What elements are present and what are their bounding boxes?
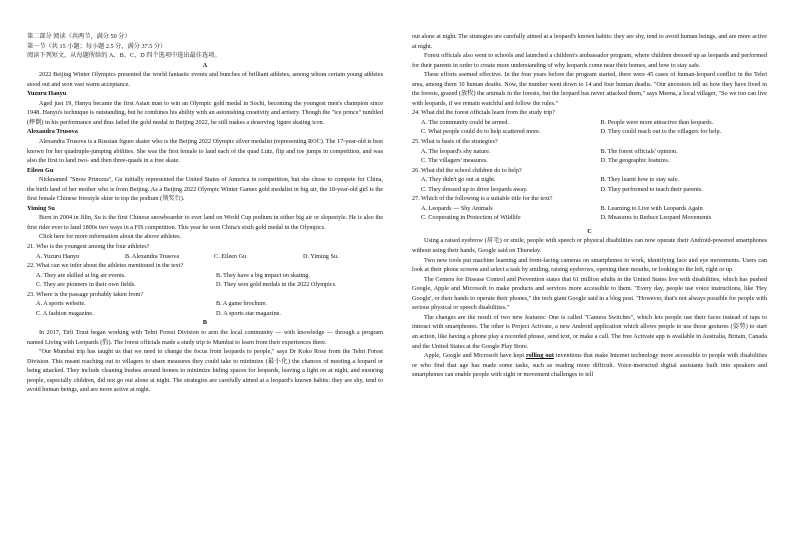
answer-option[interactable]: C. Cooperating in Protection of Wildlife	[421, 214, 521, 222]
passage-a-letter: A	[202, 61, 208, 69]
passage-c-paragraph	[412, 351, 767, 380]
question-stem: 25. What is basis of the strategies?	[412, 138, 498, 146]
answer-options	[412, 175, 767, 194]
athlete-text: Aged just 19, Hanyu became the first Asian man to win an Olympic gold medal in Sochi, becoming the youngest men's champion since 1948. Hanyu's technique is outstanding, but he combines his ability with an astonishing creativity and artistry. Though the "ice prince" tumbled (摔倒) in his performance and thus failed the gold medal in Beijing 2022, he still makes a deserving figure skating icon.	[27, 99, 383, 126]
right-column	[412, 32, 767, 380]
answer-option[interactable]: A. They are skilled at big air events.	[36, 271, 126, 279]
answer-option[interactable]: D. Yiming Su.	[303, 252, 339, 260]
passage-b-paragraph: Forest officials also went to schools and launched a children's ambassador program, where children dressed up as leopards and performed for their parents in order to create more understanding of why leopards come near their homes, and how to stay safe.	[412, 52, 767, 69]
answer-option[interactable]: C. What people could do to help scattered more.	[421, 128, 541, 136]
passage-b-letter: B	[202, 319, 208, 327]
text-run: inventions that make Internet technology more accessible to people with disabilities or who find that age has made some tasks, such as reading more difficult. Voice-instructed digital assistants built into speakers and smartphones can enable people with sight or movement challenges to tell	[412, 352, 767, 379]
passage-b-paragraph-tail: out alone at night. The strategies are carefully aimed at a leopard's known habits: they are shy, tend to avoid human beings, and are more active at night.	[412, 33, 767, 50]
answer-option[interactable]: B. Learning to Live with Leopards Again	[600, 204, 703, 212]
question-stem: 23. Where is the passage probably taken from?	[27, 290, 144, 298]
answer-option[interactable]: B. The forest officials' opinion.	[600, 147, 678, 155]
answer-option[interactable]: A. Leopards — Shy Animals	[421, 204, 493, 212]
passage-c-paragraph: Using a raised eyebrow (眉毛) or smile, people with speech or physical disabilities can now operate their Android-powered smartphones without using their hands, Google said on Thursday.	[412, 237, 767, 255]
answer-option[interactable]: D. They could reach out to the villagers for help.	[600, 128, 722, 136]
athlete-name: Yuzuru Hanyu	[27, 90, 67, 98]
passage-c-letter: C	[587, 227, 592, 235]
athlete-name: Yiming Su	[27, 204, 55, 212]
answer-option[interactable]: D. A sports star magazine.	[216, 309, 281, 317]
answer-options	[27, 299, 383, 318]
question-stem: 22. What can we infer about the athletes mentioned in the text?	[27, 262, 184, 270]
passage-c-paragraph: The changes are the result of two new features: One is called "Camera Switches", which lets people use their faces instead of taps to interact with smartphones. The other is Project Activate, a new Android application which allows people to use those gestures (姿势) to start an action, like having a phone play a recorded phrase, send text, or make a call. The free Activate app is available in Australia, Britain, Canada and the United States at the Google Play Store.	[412, 313, 767, 350]
answer-options	[27, 271, 383, 290]
answer-option[interactable]: C. They are pioneers in their own fields.	[36, 281, 136, 289]
answer-option[interactable]: A. A sports website.	[36, 300, 86, 308]
passage-b-paragraph-continued: "Our Mumbai trip has taught us that we need to change the focus from leopards to people," says Dr Koko Rose from the Tehri Forest Division. This meant reaching out to villagers to share measures they could take to minimize (最小化) the chances of meeting a leopard or being attacked. They include cleaning bushes around homes to minimize hiding spaces for leopards, leaving a light on at night, and ensuring people, especially children, did not go out alone at night. The strategies are carefully aimed at a leopard's known habits: they are shy, tend to avoid human beings, and are more active at night.	[27, 348, 383, 394]
answer-option[interactable]: D. The geographic features.	[600, 157, 670, 165]
answer-options	[27, 252, 383, 262]
athlete-text: Born in 2004 in Jilin, Su is the first Chinese snowboarder to ever land on World Cup podium in either big air or slopestyle. He is also the first rider ever to land 1800s two ways in a FIS competition. This year he won China's sixth gold medal in the Olympics.	[27, 214, 383, 231]
part-heading: 第二部分 阅读（共两节，满分 50 分）	[27, 33, 131, 40]
answer-option[interactable]: C. A fashion magazine.	[36, 309, 94, 317]
answer-options	[412, 118, 767, 137]
passage-b-paragraph: These efforts seemed effective. In the four years before the program started, there were 45 cases of human-leopard conflict in the Tehri area, among them 10 human deaths. Now, the number went down to 14 and four human deaths. "Our ancestors tell us how they have lived in the forests, grazed (放牧) the animals in the forests, but the leopard has never attacked them," says Meena, a local villager, "So we too can live with leopards, if we remain watchful and follow the rules."	[412, 71, 767, 107]
left-column	[27, 32, 383, 394]
passage-c-paragraph: Two new tools put machine learning and front-facing cameras on smartphones to work, identifying face and eye movements. Users can look at their phone screens and select a task by smiling, raising eyebrows, opening their mouths, or looking to the left, right or up.	[412, 256, 767, 274]
answer-option[interactable]: B. People were more attractive than leopards.	[600, 118, 714, 126]
question-stem: 27. Which of the following is a suitable title for the text?	[412, 195, 553, 203]
answer-option[interactable]: C. Eileen Gu	[214, 252, 247, 260]
text-run: Apple, Google and Microsoft have kept	[424, 352, 526, 360]
answer-options	[412, 147, 767, 166]
answer-options	[412, 204, 767, 223]
answer-option[interactable]: C. The villagers' measures.	[421, 157, 488, 165]
athlete-text: Alexandra Trusova is a Russian figure skater who is the Beijing 2022 Olympic silver medalist (representing ROC). The 17-year-old is best known for her quadruple-jumping abilities. She was the first female to land each of the quad Lutz, flip and toe jumps in competition, and was also the first to land two- and then three-quads in a free skate.	[27, 138, 383, 165]
athlete-name: Eileen Gu	[27, 166, 54, 174]
answer-option[interactable]: B. They have a big impact on skating.	[216, 271, 310, 279]
passage-a-intro: 2022 Beijing Winter Olympics presented the world fantastic events and bunches of brilliant athletes, among whom certain young athletes stood out and won vast warm acceptance.	[27, 71, 383, 88]
answer-option[interactable]: A. They didn't go out at night.	[421, 176, 496, 184]
question-stem: 24. What did the forest officials learn from the study trip?	[412, 109, 555, 117]
question-stem: 21. Who is the youngest among the four athletes?	[27, 243, 150, 251]
answer-option[interactable]: B. They learnt how to stay safe.	[600, 176, 680, 184]
passage-a-footer: Click here for more information about the above athletes.	[39, 233, 182, 241]
question-stem: 26. What did the school children do to help?	[412, 166, 522, 174]
underlined-phrase: rolling out	[526, 352, 554, 360]
answer-option[interactable]: B. Alexandra Trusova	[125, 252, 180, 260]
athlete-text: Nicknamed "Snow Princess", Gu initially represented the United States of America in competition, but she chose to compete for China, the birth land of her mother who is from Beijing. As a Beijing 2022 Olympic Winter Games gold medalist in big air, the 18-year-old girl is the first female Chinese freestyle skier to top the podium (领奖台).	[27, 176, 383, 203]
answer-option[interactable]: A. The leopard's shy nature.	[421, 147, 491, 155]
answer-option[interactable]: D. They performed to teach their parents.	[600, 185, 703, 193]
answer-option[interactable]: C. They dressed up to drive leopards away.	[421, 185, 528, 193]
section-heading: 第一节（共 15 小题；每小题 2.5 分，满分 37.5 分）	[27, 42, 167, 50]
passage-b-paragraph: In 2017, Tirli Trust began working with Tehri Forest Division to arm the local community — with knowledge — through a program named Living with Leopards (豹). The forest officials made a study trip to Mumbai to learn from their experiences there.	[27, 328, 383, 346]
answer-option[interactable]: B. A game brochure.	[216, 300, 268, 308]
answer-option[interactable]: D. They won gold medals in the 2022 Olympics.	[216, 281, 337, 289]
athlete-name: Alexandra Trusova	[27, 128, 78, 136]
instruction: 阅读下列短文，从每题所给的 A、B、C、D 四个选项中选出最佳选项。	[27, 52, 221, 60]
answer-option[interactable]: D. Measures to Reduce Leopard Movements	[600, 214, 712, 222]
answer-option[interactable]: A. Yuzuru Hanyu	[36, 252, 80, 260]
passage-c-paragraph: The Centers for Disease Control and Prevention states that 61 million adults in the United States live with disabilities, which has pushed Google, Apple and Microsoft to make products and services more accessible to them. "Every day, people use voice instructions, like 'Hey Google', or their hands to operate their phones," the tech giant Google said in a blog post. "However, that's not always possible for people with serious physical or speech disabilities."	[412, 275, 767, 312]
answer-option[interactable]: A. The community could be armed.	[421, 118, 510, 126]
